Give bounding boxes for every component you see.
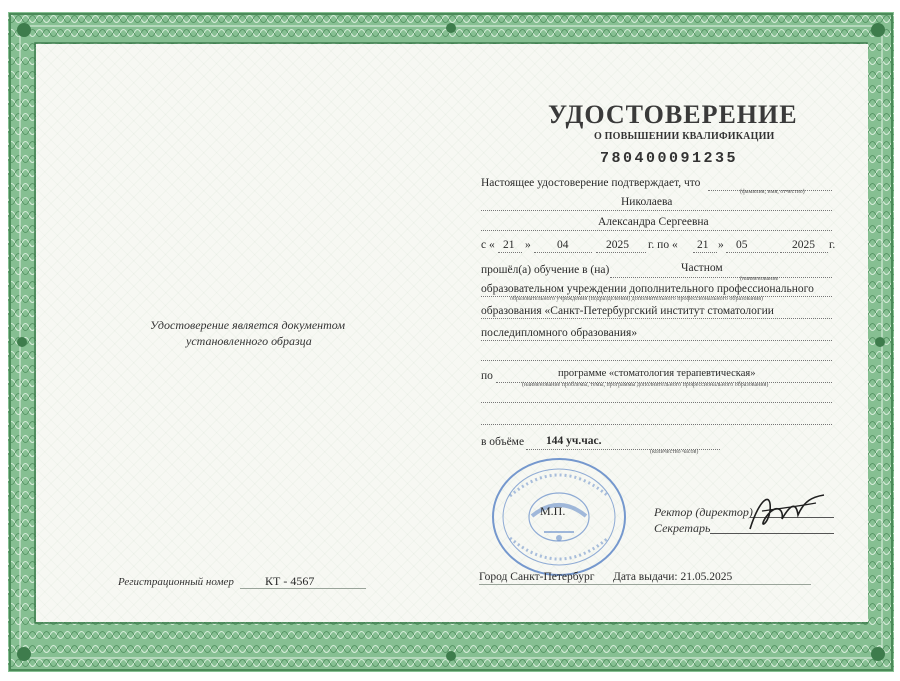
dotted-line — [481, 210, 832, 211]
dotted-line — [481, 402, 832, 403]
mp-label: М.П. — [540, 504, 566, 518]
certificate-title: УДОСТОВЕРЕНИЕ — [548, 100, 798, 129]
dotted-line — [481, 318, 832, 319]
date-from-prefix: с « — [481, 239, 495, 251]
surname: Николаева — [621, 196, 673, 208]
to-month: 05 — [736, 239, 748, 251]
dotted-line — [596, 252, 646, 253]
from-month: 04 — [557, 239, 569, 251]
from-year: 2025 — [606, 239, 629, 251]
volume-hint: (количество часов) — [650, 449, 699, 455]
left-text-line2: установленного образца — [186, 334, 312, 348]
fio-hint: (фамилия, имя, отчество) — [740, 189, 805, 195]
dotted-line — [780, 252, 828, 253]
organization-first-word: Частном — [681, 262, 723, 274]
organization-line3: образования «Санкт-Петербургский институт стоматологии — [481, 305, 774, 317]
dotted-line — [726, 252, 778, 253]
certificate-subtitle: О ПОВЫШЕНИИ КВАЛИФИКАЦИИ — [594, 131, 775, 142]
organization-hint: (наименование — [740, 276, 779, 282]
dotted-line — [610, 277, 832, 278]
city-text: Город Санкт-Петербург — [479, 571, 595, 583]
rector-label: Ректор (директор) — [654, 505, 753, 519]
registration-underline — [240, 588, 366, 589]
organization-hint-2: образовательного учреждения (подразделения) дополнительного профессионального образования) — [510, 296, 764, 302]
to-day: 21 — [697, 239, 709, 251]
confirms-text: Настоящее удостоверение подтверждает, что — [481, 177, 701, 189]
secretary-label: Секретарь — [654, 521, 711, 535]
organization-line2: образовательном учреждении дополнительного профессионального — [481, 283, 814, 295]
po-label: по — [481, 370, 493, 382]
trained-in-text: прошёл(а) обучение в (на) — [481, 264, 610, 276]
quote-close: » — [525, 239, 531, 251]
issue-date: Дата выдачи: 21.05.2025 — [613, 571, 733, 583]
certificate-number: 780400091235 — [600, 150, 739, 167]
dotted-line — [534, 252, 592, 253]
organization-line4: последипломного образования» — [481, 327, 638, 339]
dotted-line — [693, 252, 717, 253]
volume-value: 144 уч.час. — [546, 435, 602, 447]
program-name: программе «стоматология терапевтическая» — [558, 368, 756, 379]
to-prefix: г. по « — [648, 239, 678, 251]
dotted-line — [481, 360, 832, 361]
dotted-line — [498, 252, 522, 253]
signature-image — [746, 489, 828, 537]
program-hint: (наименование проблемы, темы, программы дополнительного профессионального образования) — [522, 382, 769, 388]
registration-number: КТ - 4567 — [265, 574, 315, 588]
name-patronymic: Александра Сергеевна — [598, 216, 709, 228]
to-year: 2025 — [792, 239, 815, 251]
dotted-line — [481, 230, 832, 231]
footer-underline — [479, 584, 811, 585]
dotted-line — [481, 424, 832, 425]
quote-close: » — [718, 239, 724, 251]
from-day: 21 — [503, 239, 515, 251]
left-text-line1: Удостоверение является документом — [150, 318, 345, 332]
volume-label: в объёме — [481, 436, 525, 448]
dotted-line — [481, 340, 832, 341]
registration-label: Регистрационный номер — [118, 576, 234, 588]
year-suffix: г. — [829, 239, 836, 251]
